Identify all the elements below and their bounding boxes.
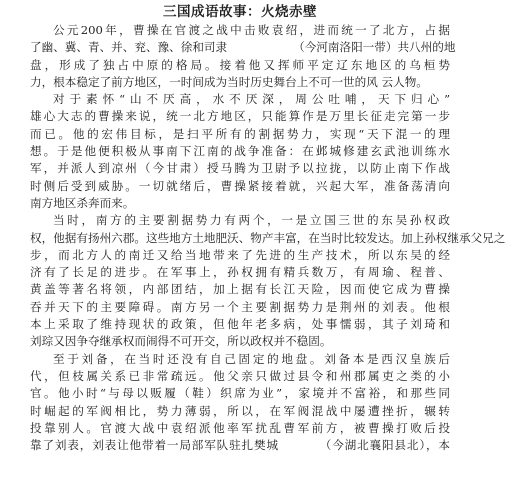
text-line: 代，但枝属关系已非常疏远。他父亲只做过县令和州郡属吏之类的小 bbox=[30, 368, 450, 383]
text-line: 而已。他的宏伟目标，是扫平所有的割据势力，实现“天下混一的理 bbox=[30, 126, 450, 141]
text-line bbox=[30, 437, 450, 454]
text-line: 对于素怀“山不厌高，水不厌深，周公吐哺，天下归心” bbox=[53, 92, 450, 107]
text-line: 本上采取了维持现状的政策，但他年老多病，处事懦弱，其子刘琦和 bbox=[30, 317, 450, 332]
text-line: 当时，南方的主要割据势力有两个，一是立国三世的东吴孙权政 bbox=[53, 213, 450, 228]
text-line: 想。于是他便积极从事南下江南的战争准备：在邺城修建玄武池训练水 bbox=[30, 144, 450, 159]
text-line: 公元200年，曹操在官渡之战中击败袁绍，进而统一了北方，占据 bbox=[53, 23, 450, 37]
text-line: 力，根本稳定了前方地区，一时间成为当时历史舞台上不可一世的风 云人物。 bbox=[30, 74, 428, 89]
text-line: 官。他小时“与母以贩履（鞋）织席为业”，家境并不富裕，和那些同 bbox=[30, 386, 450, 401]
text-line: 军，并派人到凉州（今甘肃）授马腾为卫尉予以拉拢，以防止南下作战 bbox=[30, 161, 450, 176]
text-segment: 靠了刘表，刘表让他带着一局部军队驻扎樊城 bbox=[30, 438, 279, 453]
text-line: 时侧后受到威胁。一切就绪后，曹操紧接着就，兴起大军，准备荡清向 bbox=[30, 178, 450, 193]
text-line: 吞并天下的主要障碍。南方另一个主要割据势力是荆州的刘表。他根 bbox=[30, 299, 450, 314]
text-line: 南方地区杀奔而来。 bbox=[30, 195, 135, 210]
paragraph-2 bbox=[30, 91, 450, 212]
text-segment: 了幽、冀、青、并、兖、豫、徐和司隶 bbox=[30, 40, 228, 55]
text-line bbox=[30, 39, 456, 56]
text-line: 雄心大志的曹操来说，统一北方地区，只能算作是万里长征走完第一步 bbox=[30, 109, 450, 124]
text-line: 投靠别人。官渡大战中袁绍派他率军扰乱曹军前方，被曹操打败后投 bbox=[30, 420, 450, 435]
text-line: 至于刘备，在当时还没有自己固定的地盘。刘备本是西汉皇族后 bbox=[53, 351, 450, 366]
text-line: 黄盖等著名将领，内部团结，加上据有长江天险，因而使它成为曹操 bbox=[30, 282, 450, 297]
text-segment: （今湖北襄阳县北），本 bbox=[318, 438, 450, 453]
text-line: 盘，形成了独占中原的格局。接着他又挥师平定辽东地区的乌桓势 bbox=[30, 57, 450, 72]
document-title: 三国成语故事：火烧赤壁 bbox=[163, 4, 317, 20]
text-line: 权，他据有扬州六郡。这些地方土地肥沃、物产丰富，在当时比较发达。加上孙权继承父兄之 bbox=[30, 230, 505, 245]
paragraph-4 bbox=[30, 351, 450, 455]
paragraph-3 bbox=[30, 212, 505, 350]
paragraph-1 bbox=[30, 22, 456, 91]
text-line: 步，而北方人的南迁又给当地带来了先进的生产技术，所以东吴的经 bbox=[30, 247, 450, 262]
text-line: 济有了长足的进步。在军事上，孙权拥有精兵数万，有周瑜、程普、 bbox=[30, 265, 450, 280]
text-line: 刘琮又因争夺继承权而闹得不可开交，所以政权并不稳固。 bbox=[30, 334, 332, 349]
text-segment: （今河南洛阳一带）共八州的地 bbox=[293, 40, 456, 55]
text-line: 时崛起的军阀相比，势力薄弱，所以，在军阀混战中屡遭挫折，辗转 bbox=[30, 403, 450, 418]
